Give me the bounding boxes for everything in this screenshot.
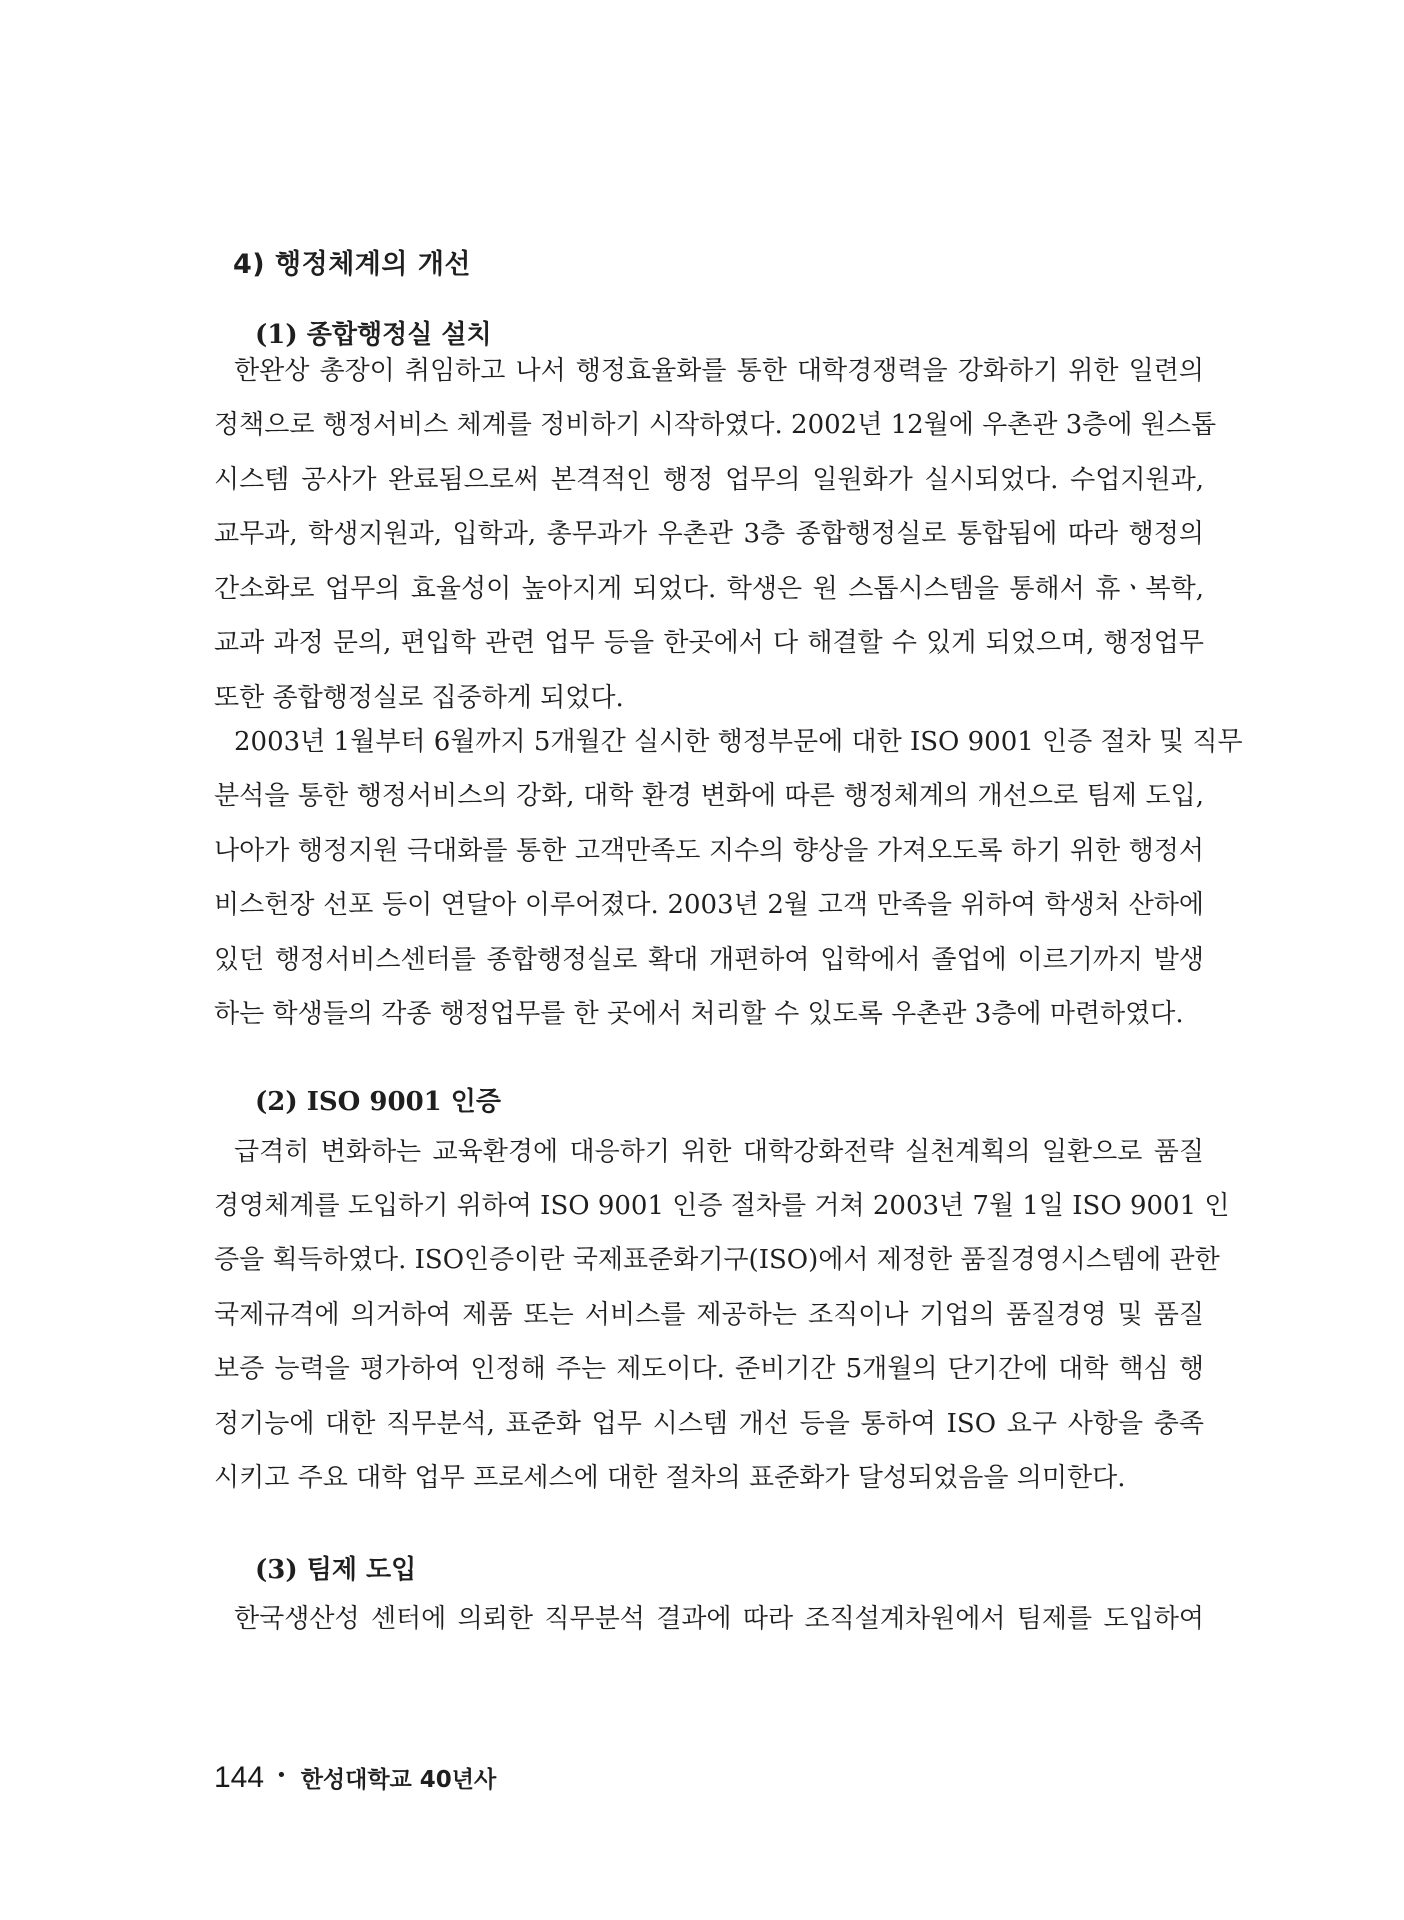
paragraph-line: 정기능에 대한 직무분석, 표준화 업무 시스템 개선 등을 통하여 ISO 요구 사항을 충족 bbox=[214, 1409, 1204, 1439]
subsection-title-2: (2) ISO 9001 인증 bbox=[255, 1087, 502, 1117]
paragraph-line: 보증 능력을 평가하여 인정해 주는 제도이다. 준비기간 5개월의 단기간에 대학 핵심 행 bbox=[214, 1354, 1204, 1384]
page-footer bbox=[214, 1761, 496, 1795]
paragraph-line: 또한 종합행정실로 집중하게 되었다. bbox=[214, 683, 624, 713]
paragraph-line: 교과 과정 문의, 편입학 관련 업무 등을 한곳에서 다 해결할 수 있게 되었으며, 행정업무 bbox=[214, 628, 1204, 658]
book-title: 한성대학교 40년사 bbox=[300, 1767, 497, 1793]
subsection-title-3: (3) 팀제 도입 bbox=[255, 1555, 417, 1585]
paragraph-line: 정책으로 행정서비스 체계를 정비하기 시작하였다. 2002년 12월에 우촌관 3층에 원스톱 bbox=[214, 410, 1217, 440]
paragraph-line: 분석을 통한 행정서비스의 강화, 대학 환경 변화에 따른 행정체계의 개선으로 팀제 도입, bbox=[214, 781, 1204, 811]
paragraph-line: 시키고 주요 대학 업무 프로세스에 대한 절차의 표준화가 달성되었음을 의미한다. bbox=[214, 1463, 1126, 1493]
paragraph-line: 있던 행정서비스센터를 종합행정실로 확대 개편하여 입학에서 졸업에 이르기까지 발생 bbox=[214, 945, 1204, 975]
paragraph-line: 나아가 행정지원 극대화를 통한 고객만족도 지수의 향상을 가져오도록 하기 위한 행정서 bbox=[214, 836, 1204, 866]
paragraph-line: 비스헌장 선포 등이 연달아 이루어졌다. 2003년 2월 고객 만족을 위하여 학생처 산하에 bbox=[214, 890, 1204, 920]
paragraph-line: 급격히 변화하는 교육환경에 대응하기 위한 대학강화전략 실천계획의 일환으로 품질 bbox=[234, 1137, 1204, 1167]
paragraph-line: 간소화로 업무의 효율성이 높아지게 되었다. 학생은 원 스톱시스템을 통해서 휴ㆍ복학, bbox=[214, 574, 1204, 604]
paragraph-line: 2003년 1월부터 6월까지 5개월간 실시한 행정부문에 대한 ISO 9001 인증 절차 및 직무 bbox=[234, 727, 1243, 757]
subsection-title-1: (1) 종합행정실 설치 bbox=[255, 320, 492, 350]
footer-bullet: • bbox=[276, 1765, 287, 1786]
paragraph-line: 경영체계를 도입하기 위하여 ISO 9001 인증 절차를 거쳐 2003년 7월 1일 ISO 9001 인 bbox=[214, 1191, 1230, 1221]
page-number: 144 bbox=[214, 1761, 265, 1794]
paragraph-line: 시스템 공사가 완료됨으로써 본격적인 행정 업무의 일원화가 실시되었다. 수업지원과, bbox=[214, 465, 1204, 495]
paragraph-line: 교무과, 학생지원과, 입학과, 총무과가 우촌관 3층 종합행정실로 통합됨에 따라 행정의 bbox=[214, 519, 1204, 549]
paragraph-line: 하는 학생들의 각종 행정업무를 한 곳에서 처리할 수 있도록 우촌관 3층에 마련하였다. bbox=[214, 999, 1184, 1029]
paragraph-line: 한완상 총장이 취임하고 나서 행정효율화를 통한 대학경쟁력을 강화하기 위한 일련의 bbox=[234, 356, 1204, 386]
section-heading: 4) 행정체계의 개선 bbox=[233, 249, 471, 280]
paragraph-line: 한국생산성 센터에 의뢰한 직무분석 결과에 따라 조직설계차원에서 팀제를 도입하여 bbox=[234, 1604, 1204, 1634]
paragraph-line: 국제규격에 의거하여 제품 또는 서비스를 제공하는 조직이나 기업의 품질경영 및 품질 bbox=[214, 1300, 1204, 1330]
paragraph-line: 증을 획득하였다. ISO인증이란 국제표준화기구(ISO)에서 제정한 품질경영시스템에 관한 bbox=[214, 1245, 1220, 1275]
